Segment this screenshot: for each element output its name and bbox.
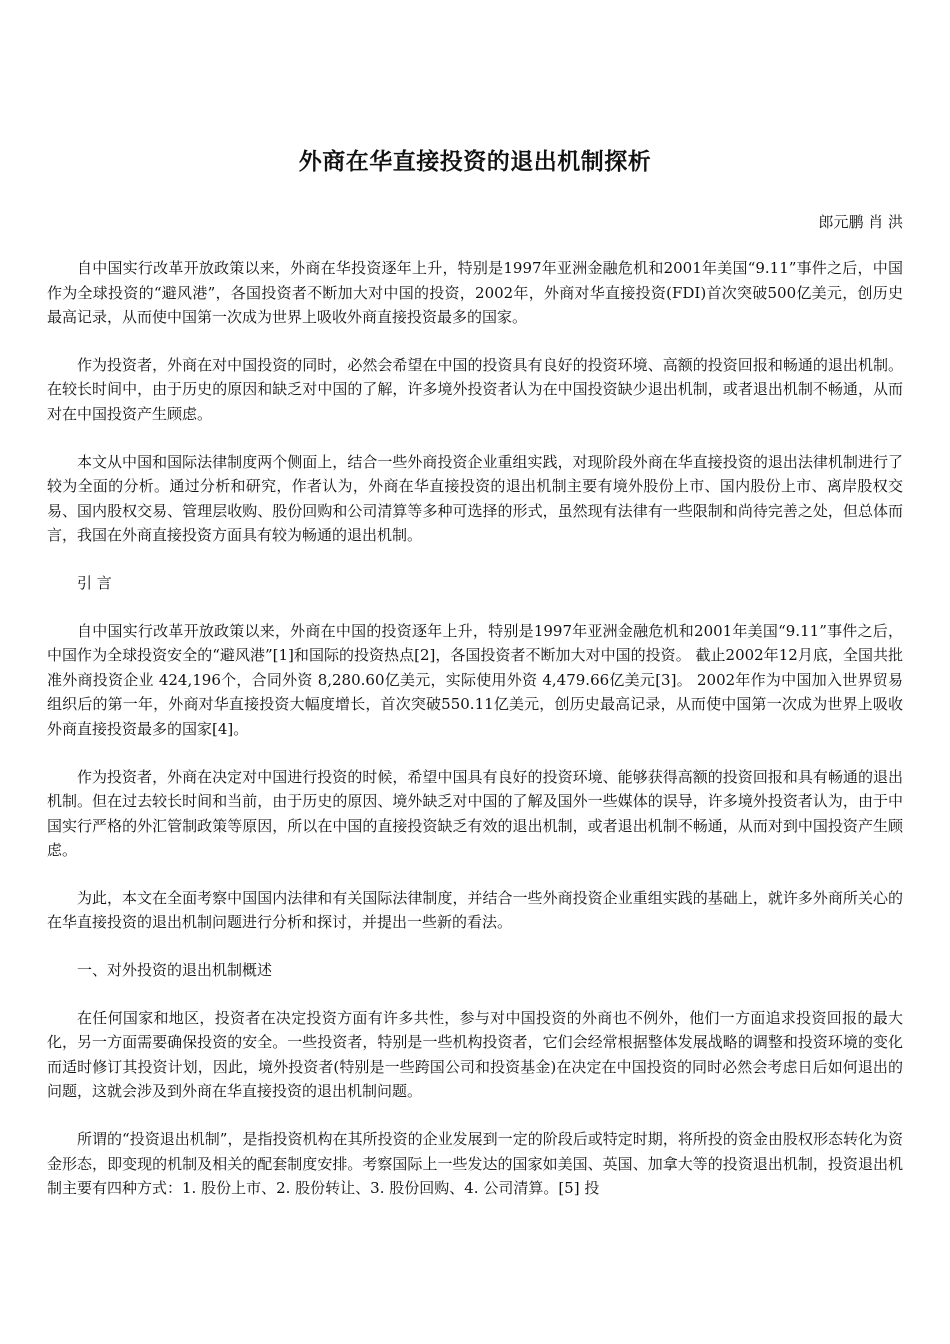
intro-paragraph-3: 为此，本文在全面考察中国国内法律和有关国际法律制度，并结合一些外商投资企业重组实践的基础上，就许多外商所关心的在华直接投资的退出机制问题进行分析和探讨，并提出一些新的看法。 (47, 888, 903, 932)
document-title: 外商在华直接投资的退出机制探析 (298, 149, 652, 175)
abstract-paragraph-1: 自中国实行改革开放政策以来，外商在华投资逐年上升，特别是1997年亚洲金融危机和2001年美国“9.11”事件之后，中国作为全球投资的“避风港”，各国投资者不断加大对中国的投资，2002年，外商对华直接投资(FDI)首次突破500亿美元，创历史最高记录，从而使中国第一次成为世界上吸收外商直接投资最多的国家。 (47, 259, 903, 327)
intro-paragraph-2: 作为投资者，外商在决定对中国进行投资的时候，希望中国具有良好的投资环境、能够获得高额的投资回报和具有畅通的退出机制。但在过去较长时间和当前，由于历史的原因、境外缺乏对中国的了解及国外一些媒体的误导，许多境外投资者认为，由于中国实行严格的外汇管制政策等原因，所以在中国的直接投资缺乏有效的退出机制，或者退出机制不畅通，从而对到中国投资产生顾虑。 (47, 767, 903, 860)
section-1-paragraph-2: 所谓的“投资退出机制”，是指投资机构在其所投资的企业发展到一定的阶段后或特定时期，将所投的资金由股权形态转化为资金形态，即变现的机制及相关的配套制度安排。考察国际上一些发达的国家如美国、英国、加拿大等的投资退出机制，投资退出机制主要有四种方式：1. 股份上市、2. 股份转让、3. 股份回购、4. 公司清算。[5] 投 (47, 1130, 903, 1198)
intro-heading: 引 言 (77, 573, 112, 592)
abstract-paragraph-2: 作为投资者，外商在对中国投资的同时，必然会希望在中国的投资具有良好的投资环境、高额的投资回报和畅通的退出机制。在较长时间中，由于历史的原因和缺乏对中国的了解，许多境外投资者认为在中国投资缺少退出机制，或者退出机制不畅通，从而对在中国投资产生顾虑。 (47, 355, 903, 423)
abstract-paragraph-3: 本文从中国和国际法律制度两个侧面上，结合一些外商投资企业重组实践，对现阶段外商在华直接投资的退出法律机制进行了较为全面的分析。通过分析和研究，作者认为，外商在华直接投资的退出机制主要有境外股份上市、国内股份上市、离岸股权交易、国内股权交易、管理层收购、股份回购和公司清算等多种可选择的形式，虽然现有法律有一些限制和尚待完善之处，但总体而言，我国在外商直接投资方面具有较为畅通的退出机制。 (47, 452, 903, 545)
document-body (47, 256, 903, 1224)
section-1-paragraph-1: 在任何国家和地区，投资者在决定投资方面有许多共性，参与对中国投资的外商也不例外，他们一方面追求投资回报的最大化，另一方面需要确保投资的安全。一些投资者，特别是一些机构投资者，它们会经常根据整体发展战略的调整和投资环境的变化而适时修订其投资计划，因此，境外投资者(特别是一些跨国公司和投资基金)在决定在中国投资的同时必然会考虑日后如何退出的问题，这就会涉及到外商在华直接投资的退出机制问题。 (47, 1008, 903, 1101)
intro-paragraph-1: 自中国实行改革开放政策以来，外商在中国的投资逐年上升，特别是1997年亚洲金融危机和2001年美国“9.11”事件之后，中国作为全球投资安全的“避风港”[1]和国际的投资热点[2]，各国投资者不断加大对中国的投资。 截止2002年12月底，全国共批准外商投资企业 424,196个，合同外资 8,280.60亿美元，实际使用外资 4,479.66亿美元[3]。 2002年作为中国加入世界贸易组织后的第一年，外商对华直接投资大幅度增长，首次突破550.11亿美元，创历史最高记录，从而使中国第一次成为世界上吸收外商直接投资最多的国家[4]。 (47, 621, 903, 738)
section-1-heading: 一、对外投资的退出机制概述 (77, 961, 273, 980)
author-line: 郎元鹏 肖 洪 (818, 213, 903, 231)
